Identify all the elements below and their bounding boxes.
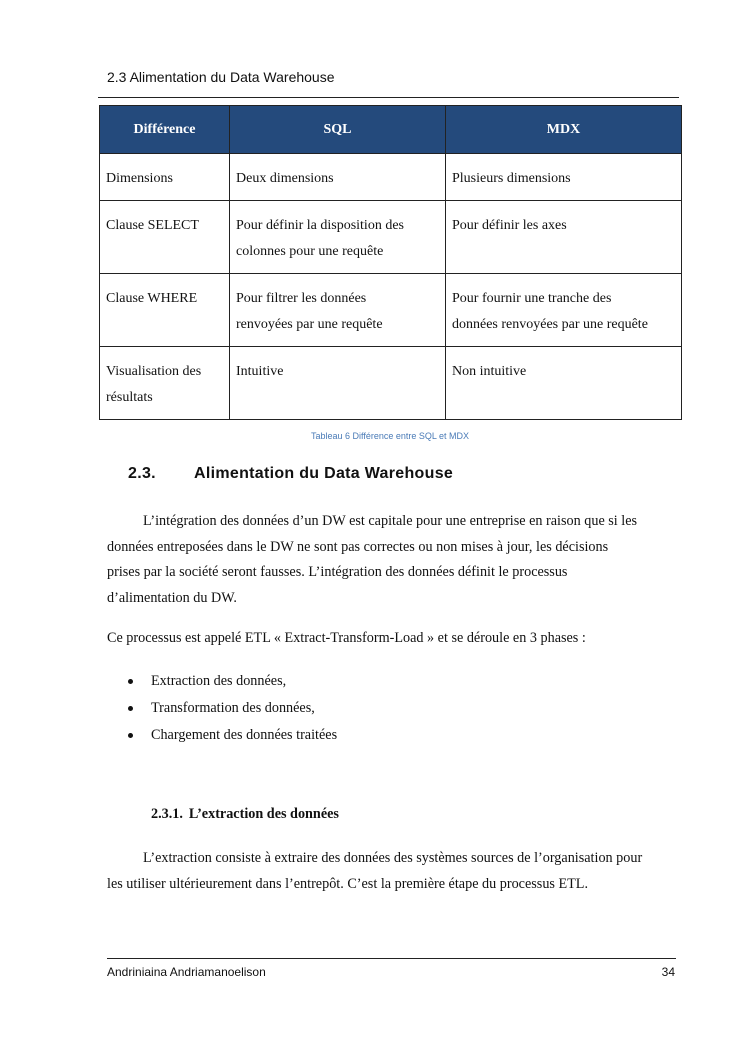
list-item — [125, 722, 337, 749]
table-row — [100, 154, 682, 201]
cell-text: renvoyées par une requête — [236, 317, 383, 332]
column-header-mdx: MDX — [446, 106, 682, 154]
running-header: 2.3 Alimentation du Data Warehouse — [107, 69, 335, 85]
subsection-heading — [151, 806, 339, 823]
etl-phase-list — [125, 668, 337, 749]
list-item-text: Transformation des données, — [151, 700, 315, 716]
table-row — [100, 201, 682, 274]
table-caption: Tableau 6 Différence entre SQL et MDX — [310, 431, 470, 441]
cell-text: colonnes pour une requête — [236, 244, 384, 259]
row-label-cell — [100, 201, 230, 274]
extraction-paragraph — [107, 846, 677, 897]
cell-text: Plusieurs dimensions — [452, 171, 571, 186]
table-row — [100, 274, 682, 347]
paragraph-line: L’extraction consiste à extraire des données des systèmes sources de l’organisation pour — [143, 850, 643, 866]
sql-cell — [230, 274, 446, 347]
section-number: 2.3. — [128, 465, 156, 482]
header-divider — [98, 97, 679, 98]
cell-text: résultats — [106, 390, 153, 405]
cell-text: Pour définir les axes — [452, 218, 567, 233]
sql-cell — [230, 201, 446, 274]
bullet-icon — [128, 733, 133, 738]
mdx-cell — [446, 154, 682, 201]
list-item-text: Chargement des données traitées — [151, 727, 338, 743]
footer-divider — [107, 958, 676, 959]
section-title: Alimentation du Data Warehouse — [194, 465, 454, 482]
section-heading — [128, 465, 453, 483]
cell-text: Pour définir la disposition des — [236, 218, 404, 233]
list-item-text: Extraction des données, — [151, 673, 287, 689]
paragraph-line: d’alimentation du DW. — [107, 589, 237, 606]
paragraph-line: L’intégration des données d’un DW est capitale pour une entreprise en raison que si les — [143, 513, 638, 529]
etl-paragraph: Ce processus est appelé ETL « Extract-Transform-Load » et se déroule en 3 phases : — [107, 630, 586, 646]
cell-text: Dimensions — [106, 171, 173, 186]
list-item — [125, 695, 337, 722]
table-row — [100, 347, 682, 420]
cell-text: Pour fournir une tranche des — [452, 291, 612, 306]
intro-paragraph — [107, 509, 677, 611]
paragraph-line: les utiliser ultérieurement dans l’entrepôt. C’est la première étape du processus ETL. — [107, 875, 589, 892]
bullet-icon — [128, 706, 133, 711]
sql-cell — [230, 154, 446, 201]
column-header-difference: Différence — [100, 106, 230, 154]
row-label-cell — [100, 274, 230, 347]
paragraph-line: données entreposées dans le DW ne sont pas correctes ou non mises à jour, les décisions — [107, 538, 609, 555]
cell-text: Intuitive — [236, 364, 284, 379]
row-label-cell — [100, 347, 230, 420]
cell-text: Visualisation des — [106, 364, 202, 379]
cell-text: Clause WHERE — [106, 291, 198, 306]
sql-cell — [230, 347, 446, 420]
paragraph-line: prises par la société seront fausses. L’intégration des données définit le processus — [107, 564, 568, 580]
subsection-number: 2.3.1. — [151, 806, 183, 822]
subsection-title: L’extraction des données — [188, 806, 339, 822]
cell-text: données renvoyées par une requête — [452, 317, 648, 332]
mdx-cell — [446, 274, 682, 347]
row-label-cell — [100, 154, 230, 201]
page-number: 34 — [661, 965, 675, 979]
table-header-row — [100, 106, 682, 154]
cell-text: Clause SELECT — [106, 218, 199, 233]
bullet-icon — [128, 679, 133, 684]
mdx-cell — [446, 347, 682, 420]
cell-text: Pour filtrer les données — [236, 291, 367, 306]
column-header-sql: SQL — [230, 106, 446, 154]
footer-author: Andriniaina Andriamanoelison — [107, 965, 266, 979]
comparison-table — [99, 105, 682, 420]
mdx-cell — [446, 201, 682, 274]
list-item — [125, 668, 337, 695]
cell-text: Deux dimensions — [236, 171, 334, 186]
cell-text: Non intuitive — [452, 364, 527, 379]
